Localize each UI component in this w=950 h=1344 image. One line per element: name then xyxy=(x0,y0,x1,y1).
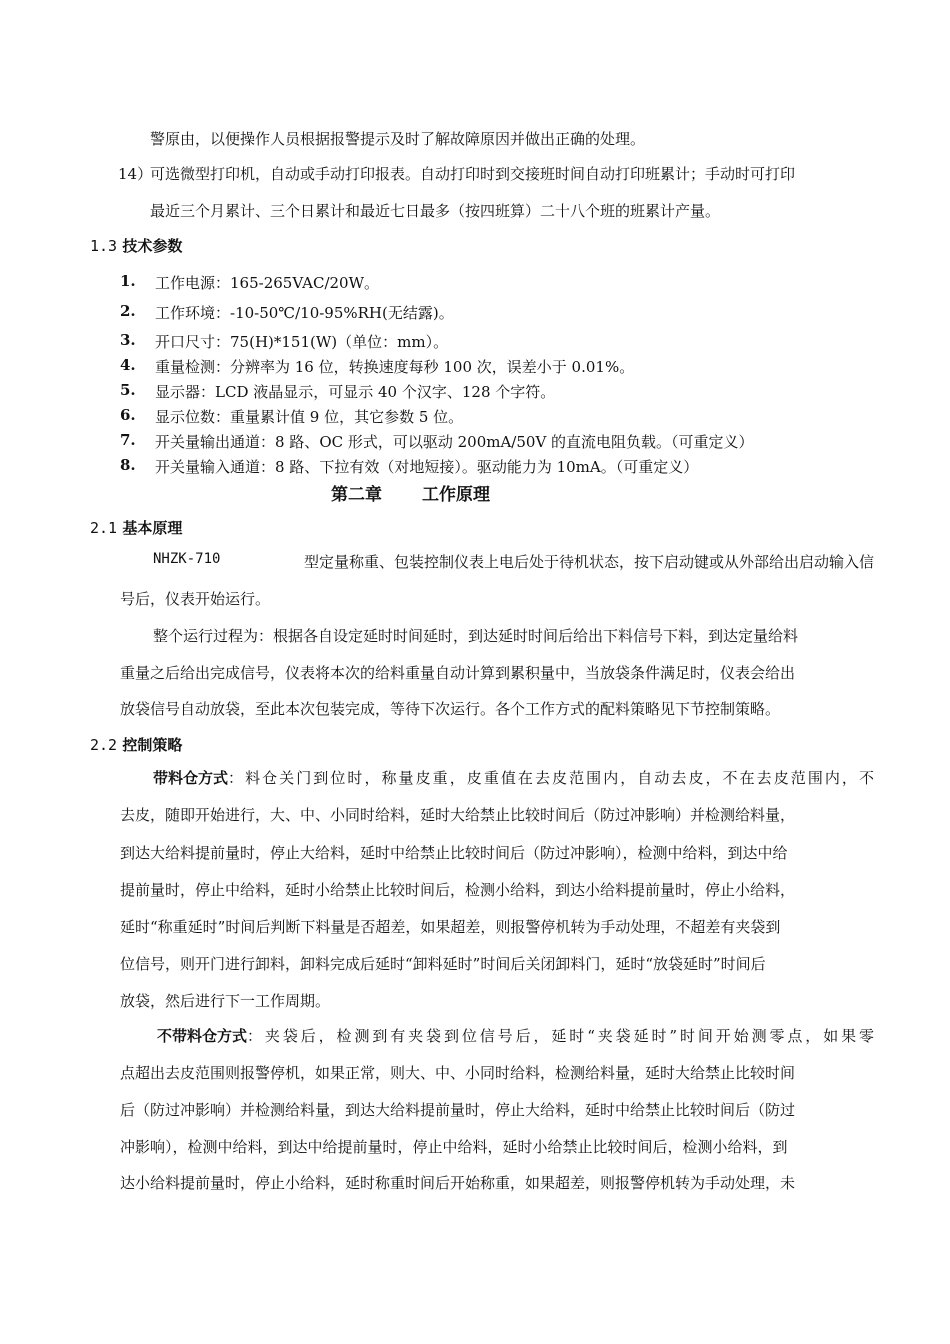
section-heading xyxy=(90,517,182,538)
spec-number: 3. xyxy=(120,331,136,349)
spec-number: 7. xyxy=(120,431,136,449)
model-number: NHZK-710 xyxy=(153,551,221,567)
paragraph-line: 延时“称重延时”时间后判断下料量是否超差，如果超差，则报警停机转为手动处理，不超差有夹袋到 xyxy=(120,918,781,936)
paragraph-line: 冲影响），检测中给料，到达中给提前量时，停止中给料，延时小给禁止比较时间后，检测小给料，到 xyxy=(120,1138,788,1156)
spec-number: 6. xyxy=(120,406,136,424)
paragraph-line: 提前量时，停止中给料，延时小给禁止比较时间后，检测小给料，到达小给料提前量时，停止小给料， xyxy=(120,881,796,899)
spec-number: 2. xyxy=(120,302,136,320)
paragraph-line: 重量之后给出完成信号，仪表将本次的给料重量自动计算到累积量中，当放袋条件满足时，仪表会给出 xyxy=(120,664,796,682)
spec-text: 显示位数：重量累计值 9 位，其它参数 5 位。 xyxy=(155,408,464,426)
paragraph-text: ：夹袋后，检测到有夹袋到位信号后，延时“夹袋延时”时间开始测零点，如果零 xyxy=(247,1027,874,1045)
spec-number: 1. xyxy=(120,272,136,290)
intro-line: 警原由，以便操作人员根据报警提示及时了解故障原因并做出正确的处理。 xyxy=(150,130,646,148)
section-title: 技术参数 xyxy=(122,237,183,255)
paragraph-line: 位信号，则开门进行卸料，卸料完成后延时“卸料延时”时间后关闭卸料门，延时“放袋延时”时间后 xyxy=(120,955,766,973)
spec-number: 4. xyxy=(120,356,136,374)
paragraph-line: 到达大给料提前量时，停止大给料，延时中给禁止比较时间后（防过冲影响），检测中给料，到达中给 xyxy=(120,844,788,862)
spec-text: 开口尺寸：75(H)*151(W)（单位：mm）。 xyxy=(155,333,449,351)
spec-text: 工作环境：-10-50℃/10-95%RH(无结露)。 xyxy=(155,304,454,322)
paragraph-line: 达小给料提前量时，停止小给料，延时称重时间后开始称重，如果超差，则报警停机转为手动处理，未 xyxy=(120,1174,796,1192)
spec-text: 重量检测：分辨率为 16 位，转换速度每秒 100 次，误差小于 0.01%。 xyxy=(155,358,635,376)
list-item-number: 14） xyxy=(118,165,153,183)
section-number: 2.1 xyxy=(90,519,118,537)
chapter-title: 工作原理 xyxy=(422,485,490,505)
spec-text: 开关量输入通道：8 路、下拉有效（对地短接）。驱动能力为 10mA。（可重定义） xyxy=(155,458,699,476)
spec-text: 显示器：LCD 液晶显示，可显示 40 个汉字、128 个字符。 xyxy=(155,383,556,401)
paragraph-line: 点超出去皮范围则报警停机，如果正常，则大、中、小同时给料，检测给料量，延时大给禁止比较时间 xyxy=(120,1064,796,1082)
section-number: 2.2 xyxy=(90,736,118,754)
chapter-label: 第二章 xyxy=(331,485,382,505)
section-number: 1.3 xyxy=(90,237,118,255)
paragraph-line xyxy=(153,767,874,788)
section-title: 控制策略 xyxy=(122,736,183,754)
section-title: 基本原理 xyxy=(122,519,183,537)
spec-text: 开关量输出通道：8 路、OC 形式，可以驱动 200mA/50V 的直流电阻负载。（可重定义） xyxy=(155,433,754,451)
paragraph-text: 型定量称重、包装控制仪表上电后处于待机状态，按下启动键或从外部给出启动输入信 xyxy=(303,553,874,571)
section-heading xyxy=(90,235,182,256)
mode-label: 带料仓方式 xyxy=(153,769,229,787)
paragraph-line: 去皮，随即开始进行，大、中、小同时给料，延时大给禁止比较时间后（防过冲影响）并检测给料量， xyxy=(120,806,796,824)
paragraph-line: 放袋信号自动放袋，至此本次包装完成，等待下次运行。各个工作方式的配料策略见下节控制策略。 xyxy=(120,700,781,718)
paragraph-line xyxy=(153,551,874,572)
spec-number: 5. xyxy=(120,381,136,399)
paragraph-line: 整个运行过程为：根据各自设定延时时间延时，到达延时时间后给出下料信号下料，到达定量给料 xyxy=(153,627,799,645)
paragraph-line: 放袋，然后进行下一工作周期。 xyxy=(120,992,331,1010)
paragraph-line: 后（防过冲影响）并检测给料量，到达大给料提前量时，停止大给料，延时中给禁止比较时间后（防过 xyxy=(120,1101,796,1119)
spec-number: 8. xyxy=(120,456,136,474)
mode-label: 不带料仓方式 xyxy=(157,1027,248,1045)
chapter-heading xyxy=(331,480,490,505)
paragraph-text: ：料仓关门到位时，称量皮重，皮重值在去皮范围内，自动去皮，不在去皮范围内，不 xyxy=(228,769,874,787)
spec-text: 工作电源：165-265VAC/20W。 xyxy=(155,274,380,292)
list-item-text: 可选微型打印机，自动或手动打印报表。自动打印时到交接班时间自动打印班累计；手动时可打印 xyxy=(150,165,796,183)
section-heading xyxy=(90,734,182,755)
paragraph-line xyxy=(157,1025,874,1046)
paragraph-line: 号后，仪表开始运行。 xyxy=(120,590,271,608)
list-item-text: 最近三个月累计、三个日累计和最近七日最多（按四班算）二十八个班的班累计产量。 xyxy=(150,202,721,220)
